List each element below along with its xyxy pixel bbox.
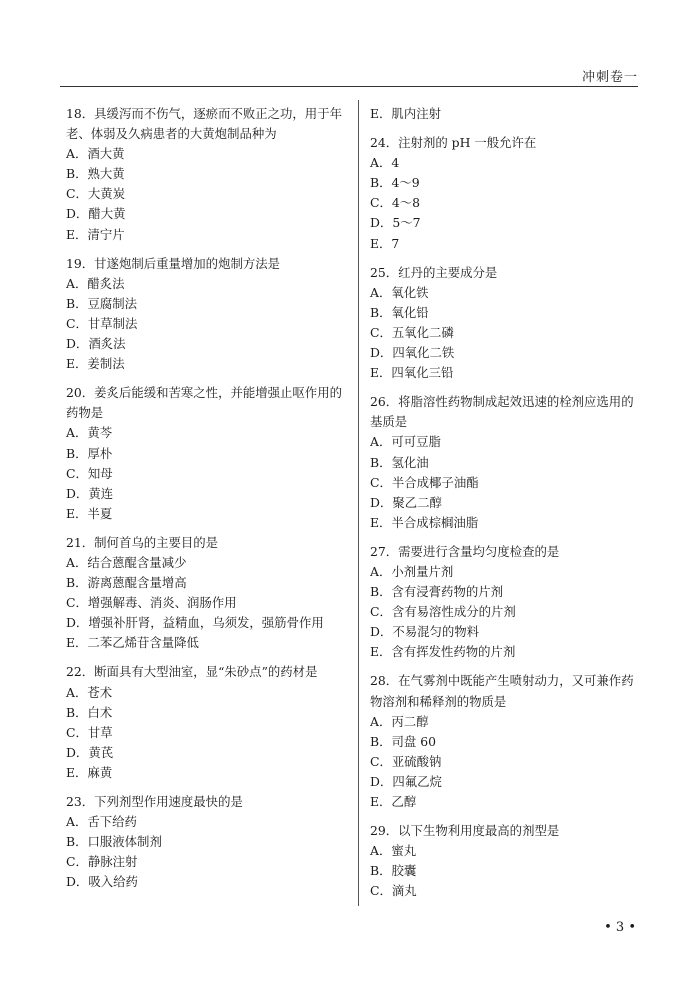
answer-option: B．游离蒽醌含量增高: [66, 575, 187, 591]
answer-option: E．姜制法: [66, 356, 125, 372]
answer-option: C．静脉注射: [66, 854, 138, 870]
answer-option: E．四氧化三铅: [370, 365, 454, 381]
answer-option: A．酒大黄: [66, 146, 125, 162]
question-stem: 21．制何首乌的主要目的是: [66, 534, 219, 550]
answer-option: C．甘草: [66, 724, 113, 740]
answer-option: B．含有浸膏药物的片剂: [370, 584, 504, 600]
answer-option: A．氧化铁: [370, 284, 429, 300]
answer-option: A．丙二醇: [370, 713, 429, 729]
answer-option: D．不易混匀的物料: [370, 624, 480, 640]
answer-option: D．黄连: [66, 485, 114, 501]
question-block: [370, 263, 642, 384]
answer-option: A．4: [370, 155, 400, 171]
question-block: [66, 104, 348, 245]
question-block: [66, 792, 348, 892]
question-stem: 29．以下生物利用度最高的剂型是: [370, 823, 560, 839]
question-stem: 23．下列剂型作用速度最快的是: [66, 794, 243, 809]
answer-option: E．半夏: [66, 505, 113, 521]
running-header-title: 冲刺卷一: [581, 70, 638, 85]
question-stem: 18．具缓泻而不伤气，逐瘀而不败正之功，用于年老、体弱及久病患者的大黄炮制品种为: [66, 106, 342, 142]
answer-option: E．乙醇: [370, 794, 417, 809]
header-divider: [60, 86, 638, 87]
question-block: [370, 542, 642, 663]
answer-option: B．氧化铅: [370, 304, 429, 320]
answer-option: E．半合成棕榈油脂: [370, 514, 479, 530]
answer-option: C．4～8: [370, 195, 421, 211]
page-number: • 3 •: [604, 920, 636, 935]
question-block: [66, 254, 348, 375]
answer-option: D．吸入给药: [66, 874, 138, 890]
question-block: [370, 133, 642, 254]
question-block: [370, 104, 642, 124]
answer-option: E．肌内注射: [370, 106, 441, 121]
answer-option: A．结合蒽醌含量减少: [66, 554, 187, 570]
right-column: [370, 104, 642, 910]
answer-option: E．含有挥发性药物的片剂: [370, 644, 516, 660]
answer-option: D．黄芪: [66, 744, 114, 760]
answer-option: A．蜜丸: [370, 843, 417, 859]
answer-option: B．厚朴: [66, 445, 113, 461]
question-stem: 25．红丹的主要成分是: [370, 264, 498, 280]
answer-option: D．四氧化二铁: [370, 345, 455, 361]
answer-option: E．二苯乙烯苷含量降低: [66, 635, 199, 651]
question-block: [66, 383, 348, 524]
answer-option: D．聚乙二醇: [370, 494, 442, 510]
left-column: [66, 104, 348, 901]
answer-option: A．苍术: [66, 684, 113, 700]
question-stem: 24．注射剂的 pH 一般允许在: [370, 135, 537, 151]
answer-option: D．醋大黄: [66, 206, 126, 222]
question-block: [66, 533, 348, 654]
answer-option: E．麻黄: [66, 764, 113, 780]
answer-option: D．增强补肝肾，益精血，乌须发，强筋骨作用: [66, 615, 324, 631]
question-stem: 26．将脂溶性药物制成起效迅速的栓剂应选用的基质是: [370, 394, 634, 430]
answer-option: D．5～7: [370, 215, 421, 231]
answer-option: E．清宁片: [66, 226, 125, 242]
answer-option: B．胶囊: [370, 863, 417, 879]
question-block: [66, 662, 348, 783]
answer-option: E．7: [370, 235, 400, 251]
question-stem: 27．需要进行含量均匀度检查的是: [370, 543, 560, 559]
answer-option: C．亚硫酸钠: [370, 753, 442, 769]
answer-option: A．醋炙法: [66, 275, 125, 291]
answer-option: C．滴丸: [370, 883, 417, 899]
question-stem: 19．甘遂炮制后重量增加的炮制方法是: [66, 255, 281, 271]
answer-option: B．豆腐制法: [66, 295, 138, 311]
answer-option: A．小剂量片剂: [370, 563, 454, 579]
question-stem: 22．断面具有大型油室，显“朱砂点”的药材是: [66, 664, 318, 680]
answer-option: C．大黄炭: [66, 186, 126, 202]
answer-option: B．口服液体制剂: [66, 834, 162, 850]
question-block: [370, 821, 642, 901]
answer-option: D．四氟乙烷: [370, 773, 442, 789]
answer-option: C．半合成椰子油酯: [370, 474, 479, 490]
answer-option: A．舌下给药: [66, 814, 137, 830]
answer-option: B．司盘 60: [370, 733, 436, 749]
answer-option: B．熟大黄: [66, 166, 125, 182]
column-divider: [358, 100, 359, 906]
answer-option: C．增强解毒、消炎、润肠作用: [66, 595, 237, 611]
answer-option: C．五氧化二磷: [370, 324, 454, 340]
answer-option: A．可可豆脂: [370, 434, 441, 450]
answer-option: C．知母: [66, 465, 113, 481]
answer-option: C．含有易溶性成分的片剂: [370, 604, 516, 620]
question-block: [370, 671, 642, 812]
answer-option: D．酒炙法: [66, 336, 126, 352]
question-block: [370, 392, 642, 533]
question-stem: 28．在气雾剂中既能产生喷射动力，又可兼作药物溶剂和稀释剂的物质是: [370, 673, 634, 709]
answer-option: B．白术: [66, 704, 113, 720]
answer-option: B．4～9: [370, 175, 420, 191]
answer-option: C．甘草制法: [66, 315, 138, 331]
question-stem: 20．姜炙后能缓和苦寒之性，并能增强止呕作用的药物是: [66, 385, 342, 421]
answer-option: A．黄芩: [66, 425, 113, 441]
answer-option: B．氢化油: [370, 454, 429, 470]
